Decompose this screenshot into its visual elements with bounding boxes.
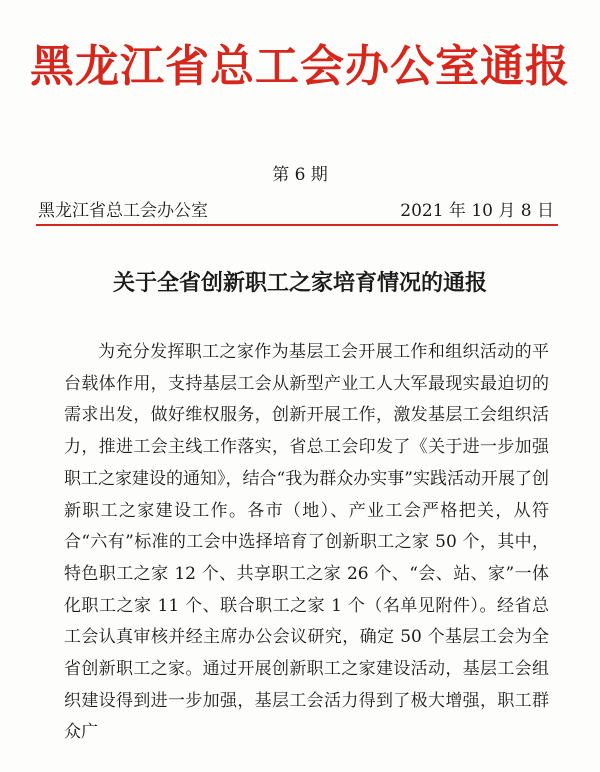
masthead-title: 黑龙江省总工会办公室通报 <box>30 41 570 92</box>
issuer-name: 黑龙江省总工会办公室 <box>38 201 208 221</box>
body-paragraph: 为充分发挥职工之家作为基层工会开展工作和组织活动的平台载体作用，支持基层工会从新型产业工人大军最现实最迫切的需求出发，做好维权服务，创新开展工作，激发基层工会组织活力，推进工会主线工作落实，省总工会印发了《关于进一步加强职工之家建设的通知》，结合“我为群众办实事”实践活动开展了创新职工之家建设工作。各市（地）、产业工会严格把关，从符合“六有”标准的工会中选择培育了创新职工之家 50 个，其中，特色职工之家 12 个、共享职工之家 26 个、“会、站、家”一体化职工之家 11 个、联合职工之家 1 个（名单见附件）。经省总工会认真审核并经主席办公会议研究，确定 50 个基层工会为全省创新职工之家。通过开展创新职工之家建设活动，基层工会组织建设得到进一步加强，基层工会活力得到了极大增强，职工群众广 <box>64 342 549 743</box>
red-divider-line <box>36 224 558 226</box>
issuer-date-row <box>38 196 554 221</box>
issue-date: 2021 年 10 月 8 日 <box>400 201 554 221</box>
document-heading: 关于全省创新职工之家培育情况的通报 <box>112 271 487 296</box>
issue-number: 第 6 期 <box>272 165 328 185</box>
